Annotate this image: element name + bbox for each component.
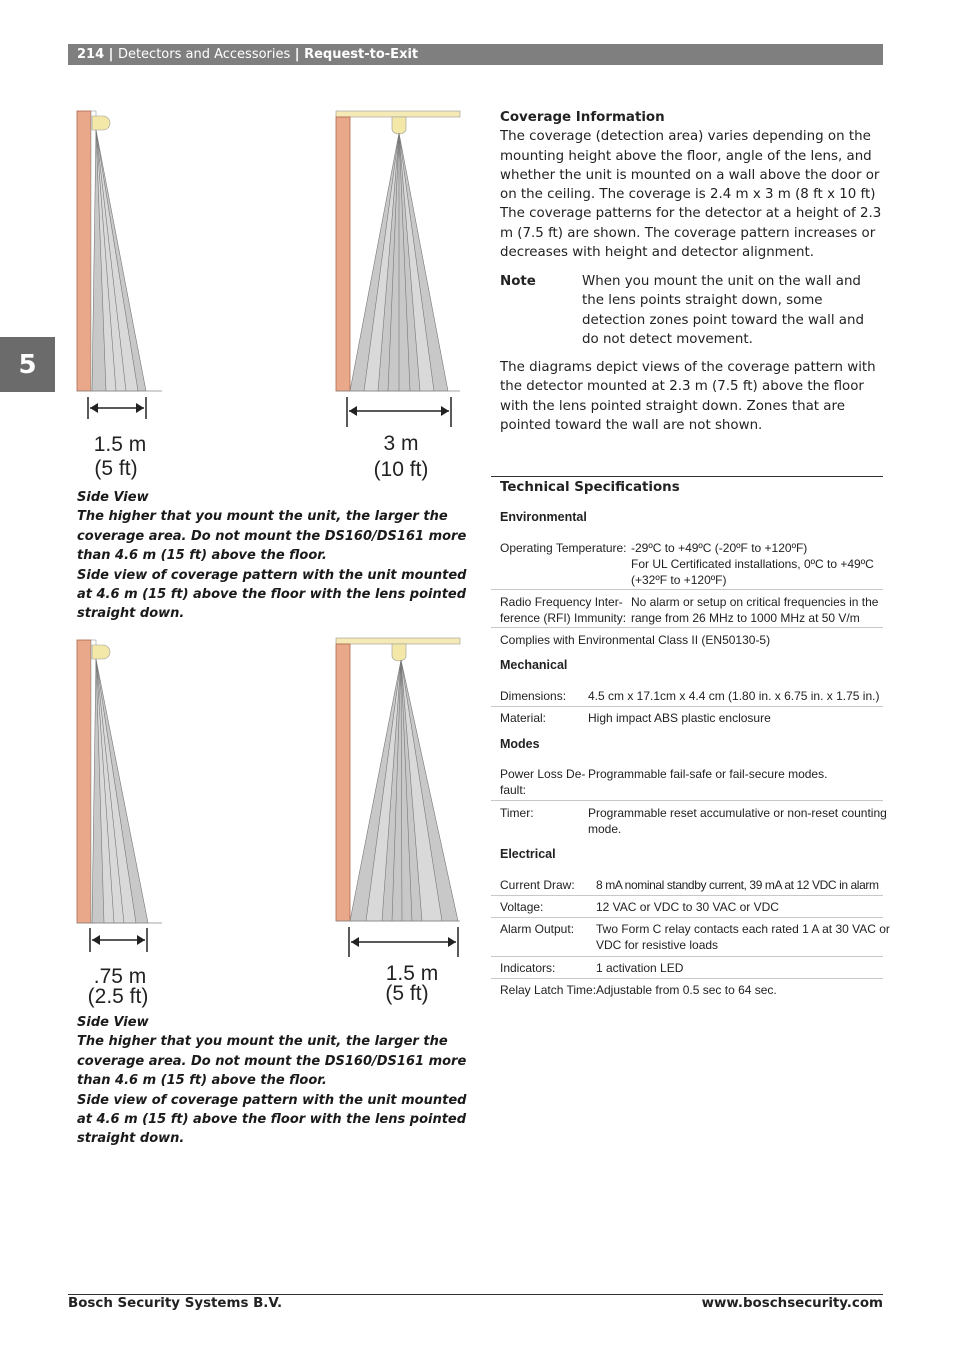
spec-label: Current Draw: — [500, 878, 575, 892]
row-divider — [491, 917, 883, 918]
row-divider — [491, 706, 883, 707]
spec-value: -29ºC to +49ºC (-20ºF to +120ºF) For UL Certificated installations, 0ºC to +49ºC (+32ºF to +120ºF) — [631, 541, 874, 587]
dimension-label-m: 3 m — [383, 432, 419, 455]
section-name: Detectors and Accessories — [117, 47, 291, 62]
row-divider — [491, 589, 883, 590]
note-text: When you mount the unit on the wall and the lens points straight down, some detection zones point toward the wall and do not detect movement. — [582, 274, 864, 347]
row-divider — [491, 800, 883, 801]
spec-value: No alarm or setup on critical frequencies in the range from 26 MHz to 1000 MHz at 50 V/m — [631, 595, 879, 625]
spec-value: 12 VAC or VDC to 30 VAC or VDC — [596, 900, 779, 914]
spec-value: Two Form C relay contacts each rated 1 A at 30 VAC or VDC for resistive loads — [596, 922, 890, 952]
spec-label: Radio Frequency Inter- ference (RFI) Immunity: — [500, 595, 627, 625]
row-divider — [491, 956, 883, 957]
row-divider — [491, 895, 883, 896]
spec-label: Relay Latch Time: — [500, 983, 597, 997]
caption-warning: The higher that you mount the unit, the larger the coverage area. Do not mount the DS160/DS161 more than 4.6 m (15 ft) above the floor. — [77, 509, 467, 564]
dimension-label-ft: (5 ft) — [385, 982, 429, 1005]
coverage-heading: Coverage Information — [500, 110, 665, 125]
caption-title: Side View — [77, 1015, 149, 1030]
row-divider — [491, 978, 883, 979]
spec-value: Programmable fail-safe or fail-secure modes. — [588, 767, 828, 781]
footer-website: www.boschsecurity.com — [701, 1296, 883, 1311]
subheading-electrical: Electrical — [500, 847, 556, 861]
coverage-diagram-bottom-left — [70, 634, 180, 1014]
note-label: Note — [500, 274, 536, 289]
tech-specs-heading: Technical Specifications — [500, 480, 680, 495]
spec-value: Programmable reset accumulative or non-reset counting mode. — [588, 806, 887, 836]
subheading-modes: Modes — [500, 737, 540, 751]
caption-warning: The higher that you mount the unit, the larger the coverage area. Do not mount the DS160/DS161 more than 4.6 m (15 ft) above the floor. — [77, 1034, 467, 1089]
spec-value: High impact ABS plastic enclosure — [588, 711, 771, 725]
footer-rule — [68, 1294, 883, 1295]
figure-caption-1 — [77, 488, 467, 624]
spec-label: Timer: — [500, 806, 534, 820]
subheading-mechanical: Mechanical — [500, 658, 568, 672]
caption-title: Side View — [77, 490, 149, 505]
spec-value: 1 activation LED — [596, 961, 684, 975]
caption-description: Side view of coverage pattern with the unit mounted at 4.6 m (15 ft) above the floor with the lens pointed straight down. — [77, 567, 467, 622]
dimension-label-ft: (2.5 ft) — [87, 985, 149, 1008]
spec-label: Voltage: — [500, 900, 544, 914]
topic-name: Request-to-Exit — [304, 47, 419, 62]
spec-value: 8 mA nominal standby current, 39 mA at 12 VDC in alarm — [596, 878, 879, 892]
spec-label: Alarm Output: — [500, 922, 575, 936]
page-header: 214 | Detectors and Accessories | Request-to-Exit — [68, 44, 883, 65]
row-divider — [491, 627, 883, 628]
diagram-description: The diagrams depict views of the coverage pattern with the detector mounted at 2.3 m (7.5 ft) above the floor with the lens pointed straight down. Zones that are pointed toward the wall are not shown. — [500, 360, 876, 433]
coverage-diagram-top-left — [70, 105, 180, 485]
dimension-label-m: 1.5 m — [93, 433, 147, 456]
dimension-label-m: 1.5 m — [385, 962, 439, 985]
spec-value: Adjustable from 0.5 sec to 64 sec. — [596, 983, 777, 997]
spec-value: 4.5 cm x 17.1cm x 4.4 cm (1.80 in. x 6.75 in. x 1.75 in.) — [588, 689, 880, 703]
figure-caption-2 — [77, 1013, 467, 1149]
spec-note: Complies with Environmental Class II (EN50130-5) — [500, 633, 771, 647]
coverage-diagram-bottom-right — [330, 632, 465, 1012]
coverage-diagram-top-right — [330, 105, 465, 485]
section-divider — [491, 476, 883, 477]
spec-label: Dimensions: — [500, 689, 567, 703]
spec-label: Power Loss De- fault: — [500, 767, 586, 797]
footer-company: Bosch Security Systems B.V. — [68, 1296, 283, 1311]
chapter-tab: 5 — [0, 337, 55, 392]
subheading-environmental: Environmental — [500, 510, 587, 524]
spec-label: Material: — [500, 711, 547, 725]
dimension-label-ft: (5 ft) — [94, 457, 138, 480]
page-number: 214 — [77, 47, 105, 62]
dimension-label-m: .75 m — [93, 965, 147, 988]
coverage-info-section — [500, 108, 884, 262]
spec-label: Operating Temperature: — [500, 541, 627, 555]
coverage-paragraph: The coverage (detection area) varies depending on the mounting height above the floor, angle of the lens, and whether the unit is mounted on a wall above the door or on the ceiling. The coverage is 2.4 m x 3 m (8 ft x 10 ft) The coverage patterns for the detector at a height of 2.3 m (7.5 ft) are shown. The coverage pattern increases or decreases with height and detector alignment. — [500, 129, 882, 261]
dimension-label-ft: (10 ft) — [373, 458, 429, 481]
caption-description: Side view of coverage pattern with the unit mounted at 4.6 m (15 ft) above the floor with the lens pointed straight down. — [77, 1092, 467, 1147]
spec-label: Indicators: — [500, 961, 556, 975]
